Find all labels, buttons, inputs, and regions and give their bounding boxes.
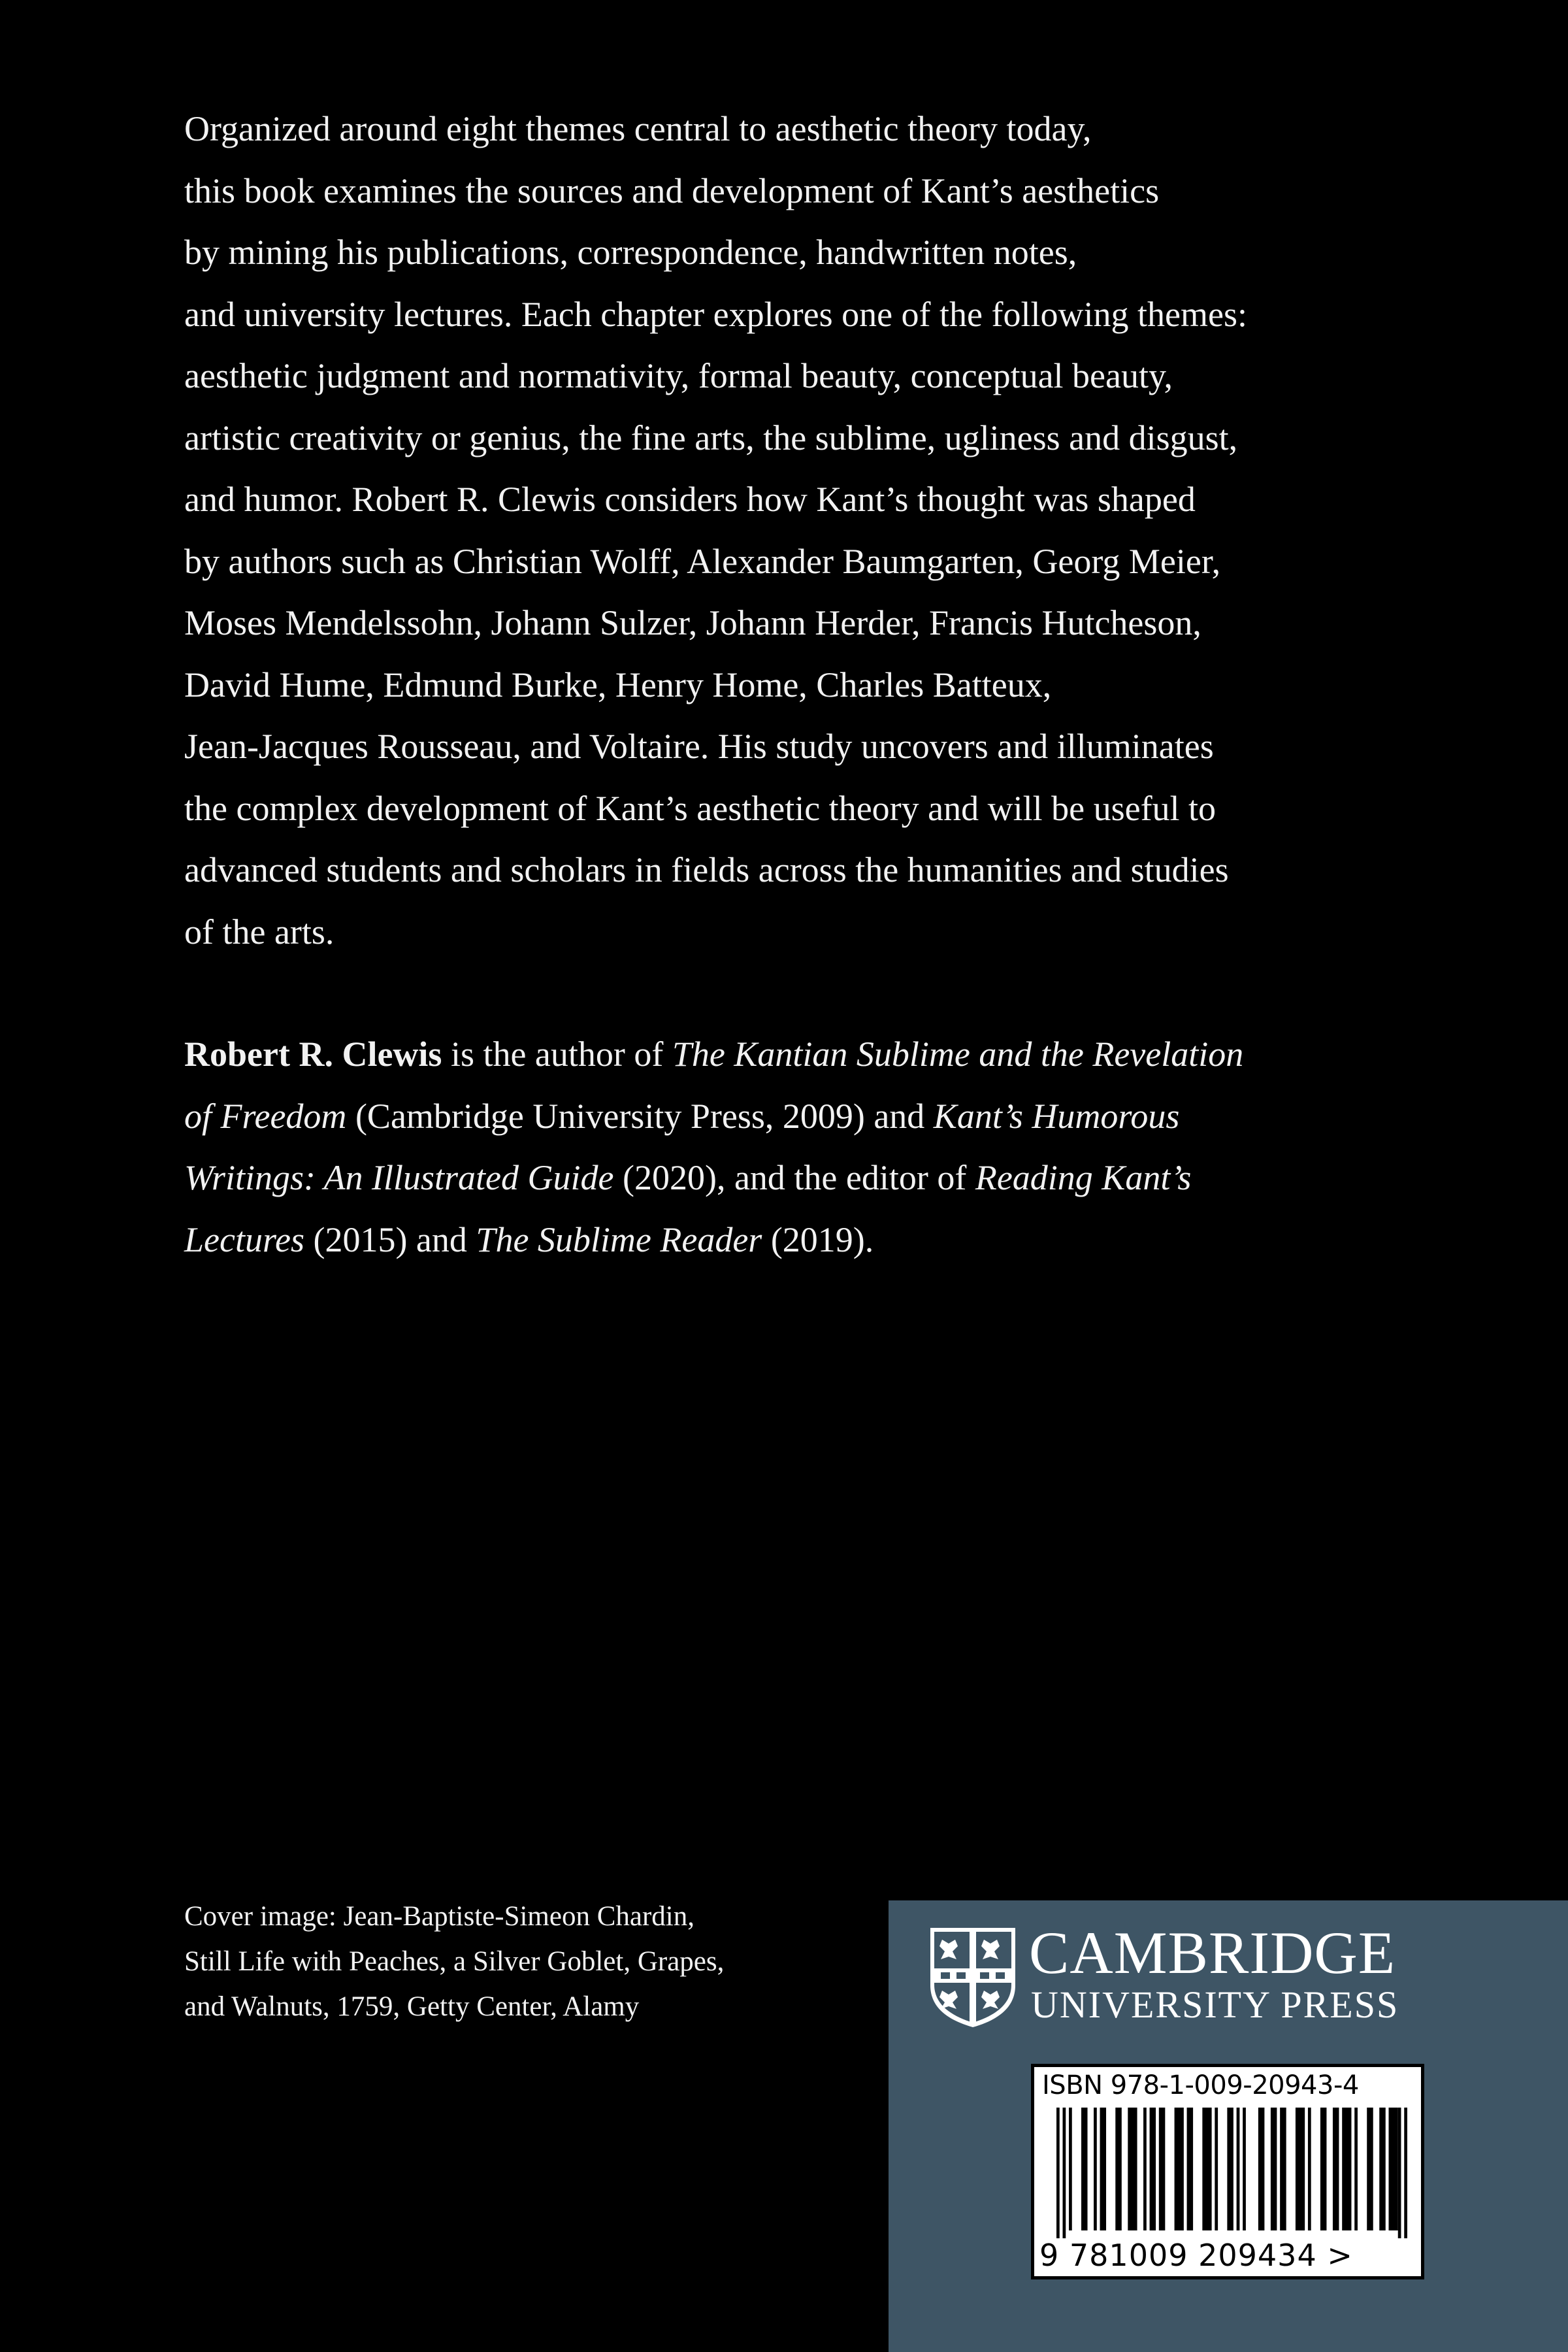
bio-text: (2019). — [762, 1219, 874, 1259]
barcode-bar — [1367, 2108, 1373, 2230]
barcode-bar — [1354, 2108, 1358, 2230]
book-title: The Sublime Reader — [476, 1219, 762, 1259]
barcode-bar — [1320, 2108, 1327, 2230]
barcode-bar — [1404, 2108, 1407, 2238]
book-title: Reading Kant’s — [975, 1158, 1192, 1197]
description-line: artistic creativity or genius, the fine arts, the sublime, ugliness and disgust, — [184, 418, 1238, 457]
barcode-bar — [1094, 2108, 1097, 2230]
bio-line — [184, 1147, 1406, 1209]
description-line: by mining his publications, correspondence, handwritten notes, — [184, 233, 1077, 272]
barcode-bar — [1069, 2108, 1072, 2230]
publisher-name: CAMBRIDGE — [1029, 1919, 1396, 1986]
bio-text: is the author of — [442, 1035, 672, 1074]
barcode-bar — [1379, 2108, 1386, 2230]
description-line: Moses Mendelssohn, Johann Sulzer, Johann Herder, Francis Hutcheson, — [184, 603, 1201, 642]
barcode-bar — [1258, 2108, 1265, 2230]
book-title: Writings: An Illustrated Guide — [184, 1158, 614, 1197]
author-bio — [184, 1023, 1406, 1270]
barcode-bar — [1128, 2108, 1137, 2230]
credit-line: Cover image: Jean-Baptiste-Simeon Chardin, — [184, 1901, 694, 1932]
description-line: and university lectures. Each chapter explores one of the following themes: — [184, 294, 1247, 334]
barcode-bar — [1243, 2108, 1246, 2230]
description-line: and humor. Robert R. Clewis considers how Kant’s thought was shaped — [184, 480, 1196, 519]
bio-text: (Cambridge University Press, 2009) and — [346, 1096, 934, 1136]
barcode-bar — [1237, 2108, 1240, 2230]
book-title: The Kantian Sublime and the Revelation — [672, 1035, 1244, 1074]
description-line: advanced students and scholars in fields across the humanities and studies — [184, 850, 1229, 889]
description-line: David Hume, Edmund Burke, Henry Home, Charles Batteux, — [184, 665, 1052, 704]
barcode-bar — [1150, 2108, 1156, 2230]
bio-line — [184, 1085, 1406, 1148]
barcode-bar — [1100, 2108, 1107, 2230]
barcode-bar — [1215, 2108, 1218, 2230]
barcode-bars — [1054, 2108, 1410, 2238]
barcode-bar — [1081, 2108, 1088, 2230]
barcode-bar — [1115, 2108, 1122, 2230]
book-description — [184, 98, 1406, 963]
publisher-panel — [889, 1900, 1568, 2352]
barcode-bar — [1333, 2108, 1339, 2230]
barcode-bar — [1227, 2108, 1233, 2230]
barcode-bar — [1159, 2108, 1166, 2230]
barcode-bar — [1308, 2108, 1311, 2230]
barcode-bar — [1187, 2108, 1194, 2230]
description-line: Organized around eight themes central to aesthetic theory today, — [184, 109, 1092, 148]
credit-line: Still Life with Peaches, a Silver Goblet, Grapes, — [184, 1946, 725, 1977]
description-line: the complex development of Kant’s aesthetic theory and will be useful to — [184, 788, 1217, 828]
book-title: of Freedom — [184, 1096, 347, 1136]
barcode-bar — [1398, 2108, 1401, 2238]
barcode-bar — [1342, 2108, 1351, 2230]
barcode-bar — [1280, 2108, 1286, 2230]
barcode-bar — [1063, 2108, 1066, 2238]
barcode-bar — [1143, 2108, 1147, 2230]
barcode-bar — [1271, 2108, 1277, 2230]
description-line: this book examines the sources and development of Kant’s aesthetics — [184, 171, 1160, 210]
bio-text: (2015) and — [304, 1219, 476, 1259]
description-line: Jean-Jacques Rousseau, and Voltaire. His study uncovers and illuminates — [184, 727, 1214, 766]
publisher-subname: UNIVERSITY PRESS — [1031, 1983, 1399, 2026]
isbn-label: ISBN 978-1-009-20943-4 — [1042, 2070, 1359, 2100]
bio-line — [184, 1023, 1406, 1085]
barcode-digits: 9 781009 209434 > — [1039, 2238, 1353, 2273]
book-title: Kant’s Humorous — [933, 1096, 1180, 1136]
barcode-bar — [1056, 2108, 1060, 2238]
barcode-bar — [1202, 2108, 1211, 2230]
barcode-bar — [1388, 2108, 1397, 2230]
isbn-barcode — [1031, 2064, 1424, 2279]
author-name: Robert R. Clewis — [184, 1035, 442, 1074]
cover-image-credit — [184, 1894, 870, 2029]
barcode-bar — [1296, 2108, 1305, 2230]
description-line: of the arts. — [184, 912, 335, 952]
description-line: by authors such as Christian Wolff, Alexander Baumgarten, Georg Meier, — [184, 541, 1221, 581]
bio-text: (2020), and the editor of — [613, 1158, 975, 1197]
university-crest-icon — [928, 1925, 1018, 2029]
barcode-bar — [1175, 2108, 1184, 2230]
description-line: aesthetic judgment and normativity, formal beauty, conceptual beauty, — [184, 356, 1173, 395]
book-title: Lectures — [184, 1219, 304, 1259]
credit-line: and Walnuts, 1759, Getty Center, Alamy — [184, 1991, 640, 2022]
bio-line — [184, 1209, 1406, 1271]
